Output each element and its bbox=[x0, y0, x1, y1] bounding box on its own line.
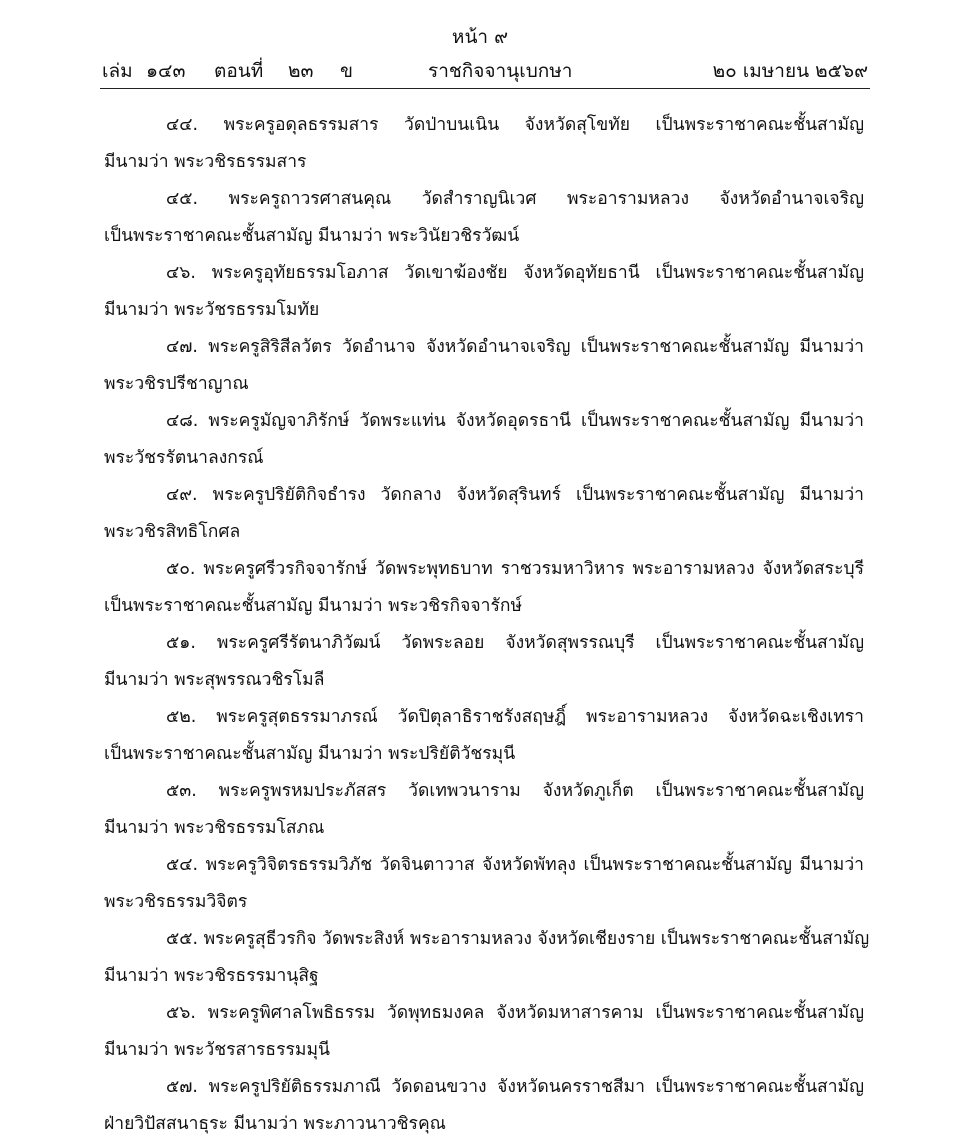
entry-line-2: มีนามว่า พระวชิรธรรมสาร bbox=[104, 152, 307, 172]
entry-line-2: เป็นพระราชาคณะชั้นสามัญ มีนามว่า พระวชิรกิจจารักษ์ bbox=[104, 596, 522, 616]
volume-label: เล่ม bbox=[102, 60, 133, 82]
entry-line-1: ๕๑. พระครูศรีรัตนาภิวัฒน์ วัดพระลอย จังหวัดสุพรรณบุรี เป็นพระราชาคณะชั้นสามัญ bbox=[166, 633, 864, 653]
publication-title: ราชกิจจานุเบกษา bbox=[428, 60, 573, 82]
list-item bbox=[104, 848, 864, 922]
list-item bbox=[104, 1070, 864, 1144]
list-item bbox=[104, 552, 864, 626]
issue-number: ๒๓ bbox=[288, 60, 314, 82]
entry-line-2: มีนามว่า พระวชิรธรรมานุสิฐ bbox=[104, 966, 319, 986]
entry-line-2: พระวชิรปรีชาญาณ bbox=[104, 374, 249, 394]
list-item bbox=[104, 256, 864, 330]
list-item bbox=[104, 996, 864, 1070]
entry-line-1: ๔๖. พระครูอุทัยธรรมโอภาส วัดเขาฆ้องชัย จังหวัดอุทัยธานี เป็นพระราชาคณะชั้นสามัญ bbox=[166, 263, 864, 283]
entry-line-1: ๕๓. พระครูพรหมประภัสสร วัดเทพวนาราม จังหวัดภูเก็ต เป็นพระราชาคณะชั้นสามัญ bbox=[166, 781, 864, 801]
header-rule bbox=[100, 88, 870, 89]
entry-line-2: พระวัชรรัตนาลงกรณ์ bbox=[104, 448, 264, 468]
entry-line-2: มีนามว่า พระวัชรธรรมโมทัย bbox=[104, 300, 320, 320]
entry-line-1: ๔๙. พระครูปริยัติกิจธำรง วัดกลาง จังหวัดสุรินทร์ เป็นพระราชาคณะชั้นสามัญ มีนามว่า bbox=[166, 485, 864, 505]
entry-line-1: ๕๗. พระครูปริยัติธรรมภาณี วัดดอนขวาง จังหวัดนครราชสีมา เป็นพระราชาคณะชั้นสามัญ bbox=[166, 1077, 864, 1097]
entry-line-1: ๔๘. พระครูมัญจาภิรักษ์ วัดพระแท่น จังหวัดอุดรธานี เป็นพระราชาคณะชั้นสามัญ มีนามว่า bbox=[166, 411, 864, 431]
list-item bbox=[104, 922, 870, 996]
entry-line-2: พระวชิรธรรมวิจิตร bbox=[104, 892, 248, 912]
issue-label: ตอนที่ bbox=[214, 60, 264, 82]
entry-line-2: พระวชิรสิทธิโกศล bbox=[104, 522, 241, 542]
entry-line-1: ๕๒. พระครูสุตธรรมาภรณ์ วัดปิตุลาธิราชรังสฤษฎิ์ พระอารามหลวง จังหวัดฉะเชิงเทรา bbox=[166, 707, 864, 727]
list-item bbox=[104, 626, 864, 700]
entry-line-2: มีนามว่า พระวัชรสารธรรมมุนี bbox=[104, 1040, 330, 1060]
page-number: หน้า ๙ bbox=[451, 26, 509, 48]
list-item bbox=[104, 108, 864, 182]
entry-line-1: ๔๗. พระครูสิริสีลวัตร วัดอำนาจ จังหวัดอำนาจเจริญ เป็นพระราชาคณะชั้นสามัญ มีนามว่า bbox=[166, 337, 864, 357]
entry-line-2: ฝ่ายวิปัสสนาธุระ มีนามว่า พระภาวนาวชิรคุณ bbox=[104, 1114, 446, 1134]
entry-line-1: ๕๐. พระครูศรีวรกิจจารักษ์ วัดพระพุทธบาท ราชวรมหาวิหาร พระอารามหลวง จังหวัดสระบุรี bbox=[166, 559, 864, 579]
publication-date: ๒๐ เมษายน ๒๕๖๙ bbox=[712, 60, 868, 82]
entry-line-1: ๔๔. พระครูอดุลธรรมสาร วัดป่าบนเนิน จังหวัดสุโขทัย เป็นพระราชาคณะชั้นสามัญ bbox=[166, 115, 864, 135]
volume-number: ๑๔๓ bbox=[146, 60, 186, 82]
entry-line-2: มีนามว่า พระสุพรรณวชิรโมลี bbox=[104, 670, 325, 690]
list-item bbox=[104, 182, 864, 256]
list-item bbox=[104, 700, 864, 774]
list-item bbox=[104, 774, 864, 848]
entry-line-2: มีนามว่า พระวชิรธรรมโสภณ bbox=[104, 818, 325, 838]
gazette-header bbox=[102, 56, 868, 86]
list-item bbox=[104, 404, 864, 478]
entry-line-2: เป็นพระราชาคณะชั้นสามัญ มีนามว่า พระวินัยวชิรวัฒน์ bbox=[104, 226, 520, 246]
section-letter: ข bbox=[340, 60, 353, 82]
entry-line-1: ๕๖. พระครูพิศาลโพธิธรรม วัดพุทธมงคล จังหวัดมหาสารคาม เป็นพระราชาคณะชั้นสามัญ bbox=[166, 1003, 864, 1023]
entry-line-1: ๕๔. พระครูวิจิตรธรรมวิภัช วัดจินตาวาส จังหวัดพัทลุง เป็นพระราชาคณะชั้นสามัญ มีนามว่า bbox=[166, 855, 864, 875]
list-item bbox=[104, 478, 864, 552]
list-item bbox=[104, 330, 864, 404]
entry-line-1: ๔๕. พระครูถาวรศาสนคุณ วัดสำราญนิเวศ พระอารามหลวง จังหวัดอำนาจเจริญ bbox=[166, 189, 864, 209]
entry-line-1: ๕๕. พระครูสุธีวรกิจ วัดพระสิงห์ พระอารามหลวง จังหวัดเชียงราย เป็นพระราชาคณะชั้นสามัญ bbox=[166, 929, 870, 949]
entry-line-2: เป็นพระราชาคณะชั้นสามัญ มีนามว่า พระปริยัติวัชรมุนี bbox=[104, 744, 516, 764]
appointment-list bbox=[104, 108, 870, 1144]
